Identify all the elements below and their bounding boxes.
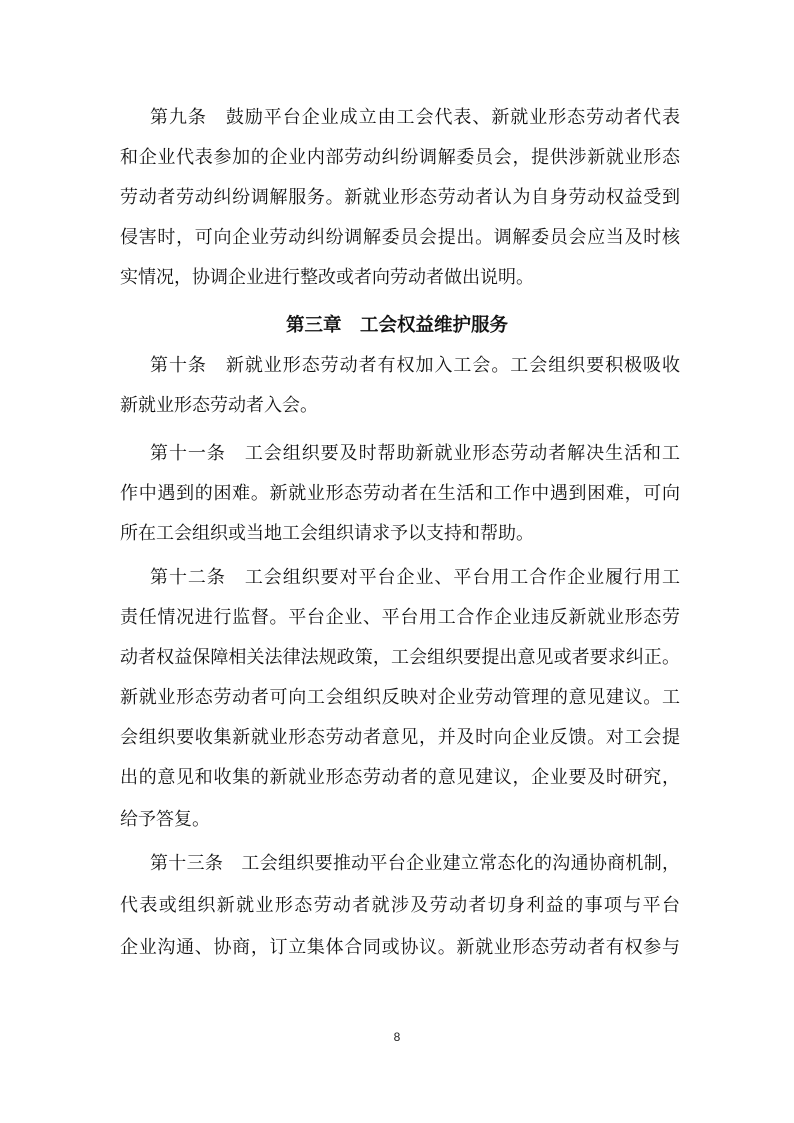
article-12-line-1: 第十二条 工会组织要对平台企业、平台用工合作企业履行用工 xyxy=(150,567,680,588)
article-12-line-7: 给予答复。 xyxy=(120,809,210,830)
article-11-line-2: 作中遇到的困难。新就业形态劳动者在生活和工作中遇到困难，可向 xyxy=(120,483,680,504)
article-9-line-2: 和企业代表参加的企业内部劳动纠纷调解委员会，提供涉新就业形态 xyxy=(120,147,680,168)
article-9-line-1: 第九条 鼓励平台企业成立由工会代表、新就业形态劳动者代表 xyxy=(150,107,680,128)
article-9-line-4: 侵害时，可向企业劳动纠纷调解委员会提出。调解委员会应当及时核 xyxy=(120,227,680,248)
article-12-line-6: 出的意见和收集的新就业形态劳动者的意见建议，企业要及时研究， xyxy=(120,767,680,788)
article-11-line-3: 所在工会组织或当地工会组织请求予以支持和帮助。 xyxy=(120,523,534,544)
article-13-line-3: 企业沟通、协商，订立集体合同或协议。新就业形态劳动者有权参与 xyxy=(120,937,680,958)
page-number: 8 xyxy=(393,1030,401,1044)
article-12-line-2: 责任情况进行监督。平台企业、平台用工合作企业违反新就业形态劳 xyxy=(120,607,680,628)
article-12-line-5: 会组织要收集新就业形态劳动者意见，并及时向企业反馈。对工会提 xyxy=(120,727,680,748)
article-12-line-4: 新就业形态劳动者可向工会组织反映对企业劳动管理的意见建议。工 xyxy=(120,687,680,708)
article-9-line-5: 实情况，协调企业进行整改或者向劳动者做出说明。 xyxy=(120,267,534,288)
article-12-line-3: 动者权益保障相关法律法规政策，工会组织要提出意见或者要求纠正。 xyxy=(120,647,680,668)
article-10-line-1: 第十条 新就业形态劳动者有权加入工会。工会组织要积极吸收 xyxy=(150,355,680,376)
article-9-line-3: 劳动者劳动纠纷调解服务。新就业形态劳动者认为自身劳动权益受到 xyxy=(120,187,680,208)
article-13-line-1: 第十三条 工会组织要推动平台企业建立常态化的沟通协商机制， xyxy=(150,853,680,874)
article-10-line-2: 新就业形态劳动者入会。 xyxy=(120,395,318,416)
chapter-heading: 第三章 工会权益维护服务 xyxy=(285,315,508,336)
article-11-line-1: 第十一条 工会组织要及时帮助新就业形态劳动者解决生活和工 xyxy=(150,443,680,464)
article-13-line-2: 代表或组织新就业形态劳动者就涉及劳动者切身利益的事项与平台 xyxy=(120,895,680,916)
